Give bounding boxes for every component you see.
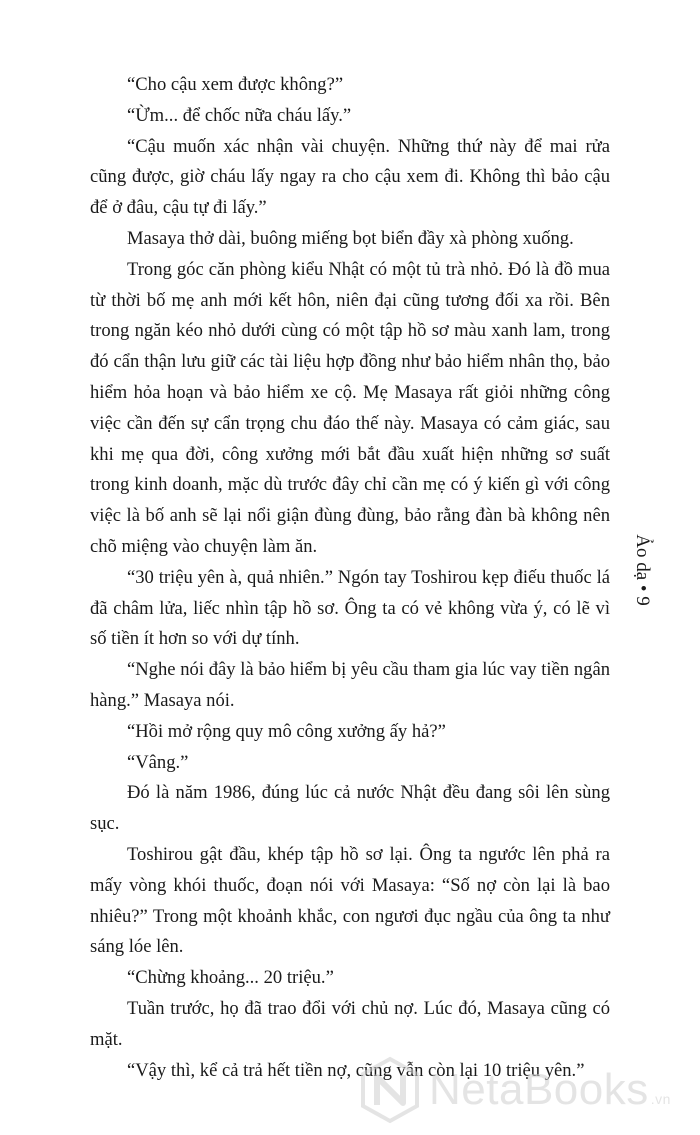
paragraph: “Nghe nói đây là bảo hiểm bị yêu cầu tham gia lúc vay tiền ngân hàng.” Masaya nói. [90, 659, 610, 711]
paragraph: Toshirou gật đầu, khép tập hồ sơ lại. Ông ta ngước lên phả ra mấy vòng khói thuốc, đoạn nói với Masaya: “Số nợ còn lại là bao nhiêu?” Trong một khoảnh khắc, con ngươi đục ngầu của ông ta như sáng lóe lên. [90, 843, 610, 958]
paragraph: Tuần trước, họ đã trao đổi với chủ nợ. Lúc đó, Masaya cũng có mặt. [90, 997, 610, 1050]
watermark [355, 1050, 700, 1130]
watermark-suffix: .vn [650, 1091, 671, 1107]
netabooks-logo-icon [355, 1055, 425, 1125]
paragraph: “Hồi mở rộng quy mô công xưởng ấy hả?” [127, 720, 446, 742]
watermark-brand-text: NetaBooks [429, 1065, 649, 1114]
paragraph: Masaya thở dài, buông miếng bọt biển đầy xà phòng xuống. [127, 227, 574, 249]
paragraph: Trong góc căn phòng kiểu Nhật có một tủ trà nhỏ. Đó là đồ mua từ thời bố mẹ anh mới kết hôn, niên đại cũng tương đối xa rồi. Bên trong ngăn kéo nhỏ dưới cùng có một tập hồ sơ màu xanh lam, trong đó cẩn thận lưu giữ các tài liệu hợp đồng như bảo hiểm nhân thọ, bảo hiểm hỏa hoạn và bảo hiểm xe cộ. Mẹ Masaya rất giỏi những công việc cần đến sự cẩn trọng chu đáo thế này. Masaya có cảm giác, sau khi mẹ qua đời, công xưởng mới bắt đầu xuất hiện những sơ suất trong kinh doanh, mặc dù trước đây chỉ cần mẹ có ý kiến gì với công việc là bố anh sẽ lại nổi giận đùng đùng, bảo rằng đàn bà không nên chõ miệng vào chuyện làm ăn. [90, 258, 610, 557]
paragraph: “30 triệu yên à, quả nhiên.” Ngón tay Toshirou kẹp điếu thuốc lá đã châm lửa, liếc nhìn tập hồ sơ. Ông ta có vẻ không vừa ý, có lẽ vì số tiền ít hơn so với dự tính. [90, 566, 610, 650]
running-head-text: Ảo dạ • 9 [632, 534, 653, 606]
paragraph: “Ừm... để chốc nữa cháu lấy.” [127, 104, 352, 126]
book-page-body [90, 70, 610, 1086]
paragraph: Đó là năm 1986, đúng lúc cả nước Nhật đều đang sôi lên sùng sục. [90, 782, 610, 835]
paragraph: “Cho cậu xem được không?” [127, 74, 344, 95]
watermark-brand [429, 1065, 671, 1115]
paragraph: “Chừng khoảng... 20 triệu.” [127, 967, 334, 989]
paragraph: “Vâng.” [127, 751, 189, 773]
paragraph: “Vậy thì, kể cả trả hết tiền nợ, cũng vẫn còn lại 10 triệu yên.” [127, 1059, 585, 1081]
running-head [612, 505, 672, 635]
paragraph: “Cậu muốn xác nhận vài chuyện. Những thứ này để mai rửa cũng được, giờ cháu lấy ngay ra cho cậu xem đi. Không thì bảo cậu để ở đâu, cậu tự đi lấy.” [90, 135, 610, 219]
